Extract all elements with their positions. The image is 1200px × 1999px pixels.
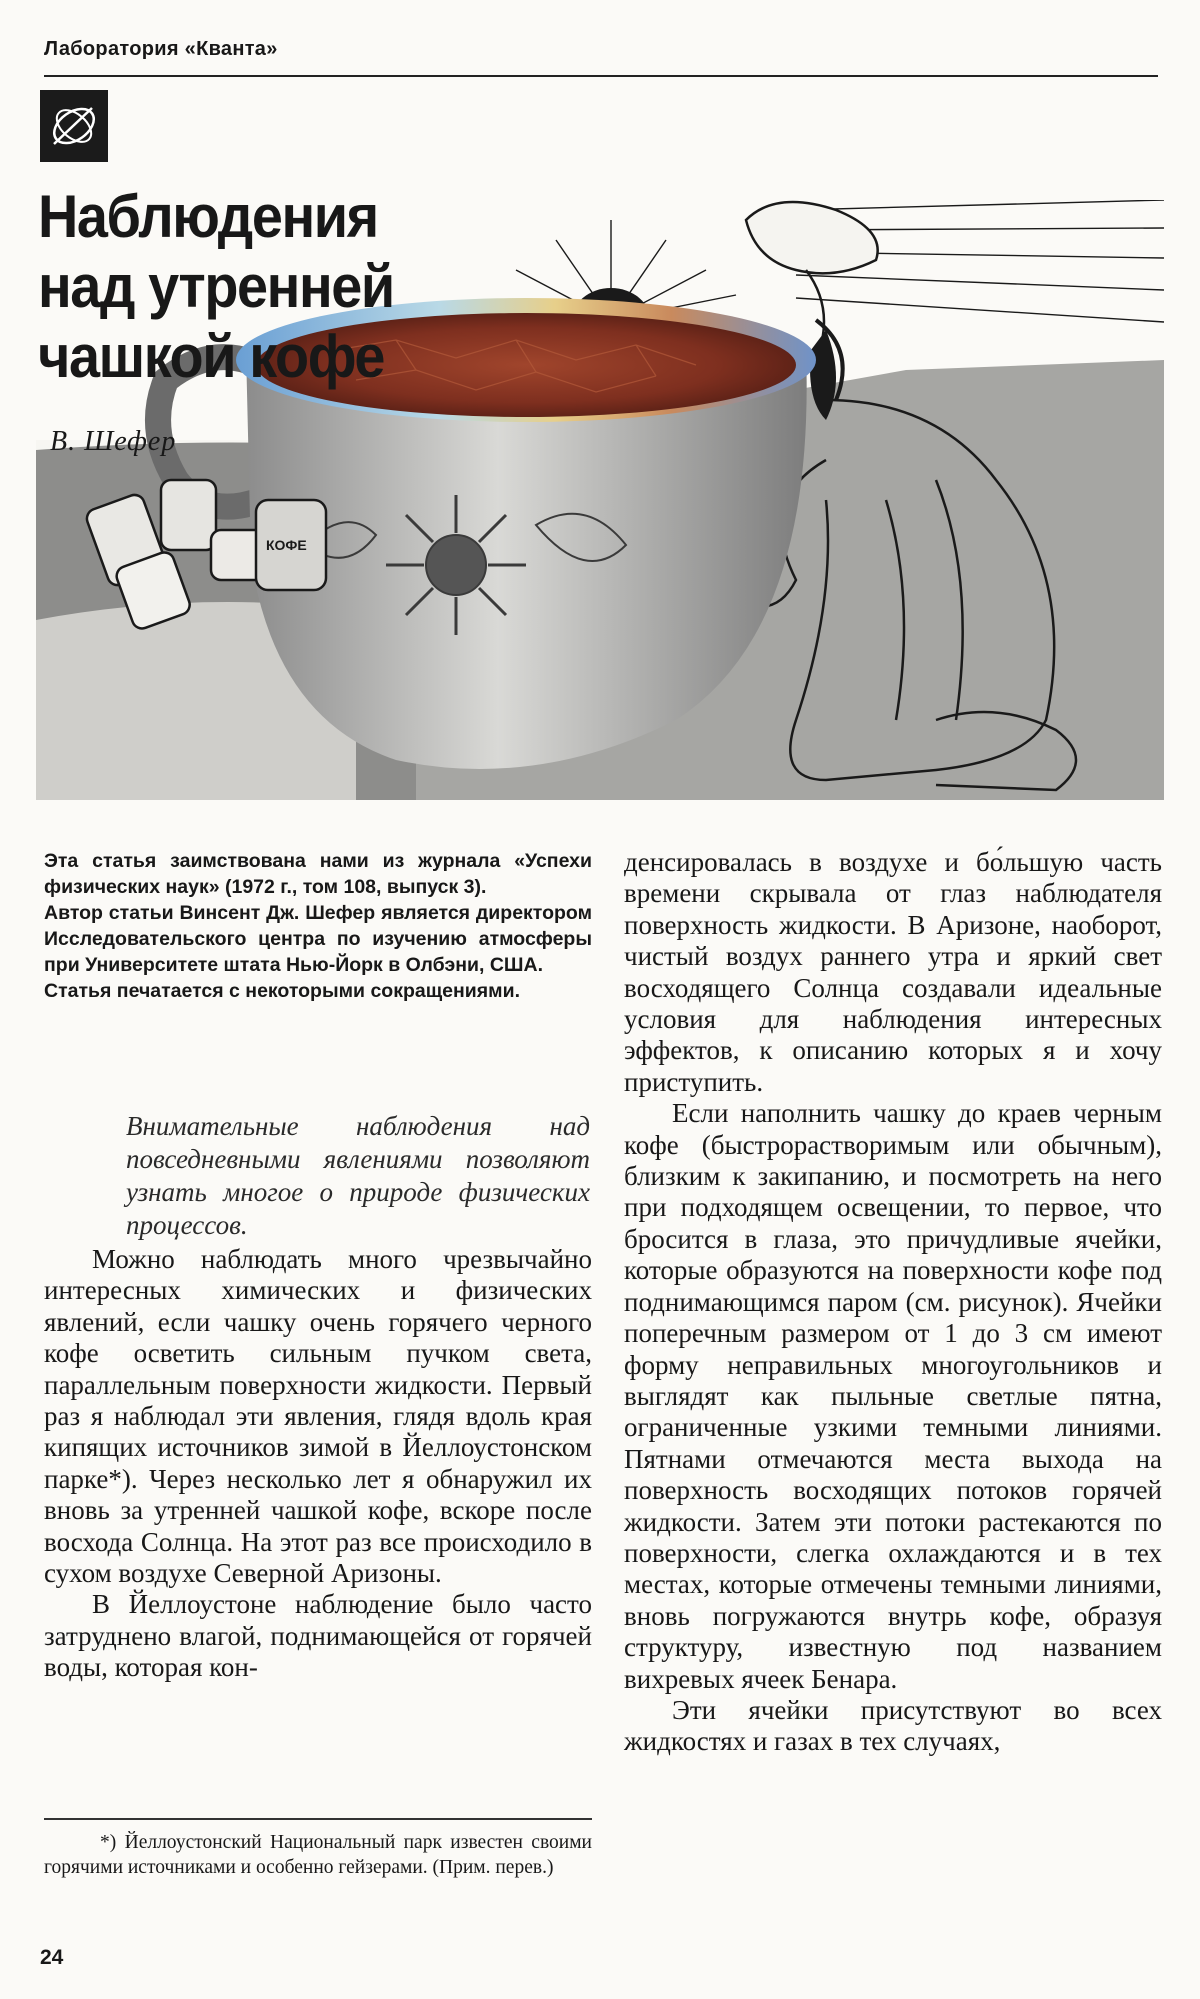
footnote-text: *) Йеллоустонский Национальный парк известен своими горячими источниками и особенно гейзерами. (Прим. перев.): [44, 1832, 592, 1878]
footnote: [44, 1830, 592, 1880]
section-logo: [40, 90, 108, 162]
title-line: над утренней: [38, 253, 394, 320]
footnote-rule: [44, 1818, 592, 1820]
body-paragraph: В Йеллоустоне наблюдение было часто затруднено влагой, поднимающейся от горячей воды, которая кон-: [44, 1589, 592, 1683]
note-paragraph: Автор статьи Винсент Дж. Шефер является директором Исследовательского центра по изучению атмосферы при Университете штата Нью-Йорк в Олбэни, США.: [44, 902, 592, 976]
body-paragraph: Можно наблюдать много чрезвычайно интересных химических и физических явлений, если чашку очень горячего черного кофе осветить сильным пучком света, параллельным поверхности жидкости. Первый раз я наблюдал эти явления, глядя вдоль края кипящих источников зимой в Йеллоустонском парке*). Через несколько лет я обнаружил их вновь за утренней чашкой кофе, вскоре после восхода Солнца. На этот раз все происходило в сухом воздухе Северной Аризоны.: [44, 1244, 592, 1589]
title-line: чашкой кофе: [38, 323, 385, 390]
body-paragraph-continuation: денсировалась в воздухе и бо́льшую часть времени скрывала от глаз наблюдателя поверхность жидкости. В Аризоне, наоборот, чистый воздух раннего утра и яркий свет восходящего Солнца создавали идеальные условия для наблюдения интересных эффектов, к описанию которых я и хочу приступить.: [624, 847, 1162, 1097]
can-label: КОФЕ: [266, 537, 307, 553]
title-line: Наблюдения: [38, 183, 378, 250]
author-byline: В. Шефер: [50, 426, 177, 457]
body-paragraph: Эти ячейки присутствуют во всех жидкостях и газах в тех случаях,: [624, 1694, 1162, 1757]
running-head: Лаборатория «Кванта»: [44, 38, 278, 60]
atom-logo-icon: [40, 90, 108, 162]
header-rule: [44, 75, 1158, 77]
epigraph: Внимательные наблюдения над повседневными явлениями позволяют узнать многое о природе физических процессов.: [126, 1111, 590, 1240]
note-paragraph: Статья печатается с некоторыми сокращениями.: [44, 980, 520, 1002]
note-paragraph: Эта статья заимствована нами из журнала «Успехи физических наук» (1972 г., том 108, выпуск 3).: [44, 850, 592, 898]
article-title: [38, 182, 429, 392]
page-number: 24: [40, 1946, 64, 1969]
editorial-note: [44, 848, 592, 1004]
body-paragraph: Если наполнить чашку до краев черным кофе (быстрорастворимым или обычным), близким к закипанию, и посмотреть на него при подходящем освещении, то первое, что бросится в глаза, это причудливые ячейки, которые образуются на поверхности кофе под поднимающимся паром (см. рисунок). Ячейки поперечным размером от 1 до 3 см имеют форму неправильных многоугольников и выглядят как пыльные светлые пятна, ограниченные узкими темными линиями. Пятнами отмечаются места выхода на поверхность восходящих потоков горячей жидкости. Затем эти потоки растекаются по поверхности, слегка охлаждаются и в тех местах, которые отмечены темными линиями, вновь погружаются внутрь кофе, образуя структуру, известную под названием вихревых ячеек Бенара.: [624, 1098, 1162, 1694]
body-column-right: [624, 847, 1162, 1758]
body-column-left: [44, 1244, 592, 1684]
